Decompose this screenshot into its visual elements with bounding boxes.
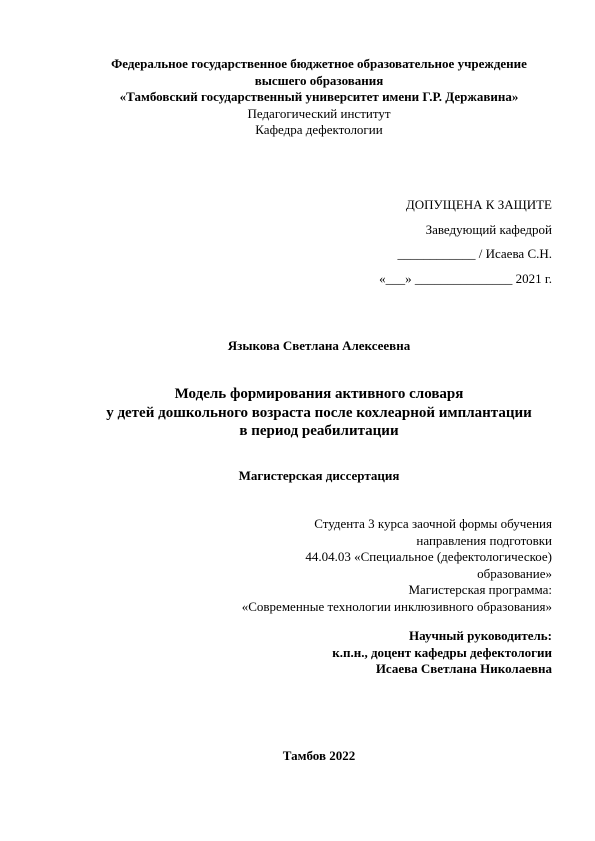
thesis-title (60, 385, 578, 441)
supervisor-position: к.п.н., доцент кафедры дефектологии (332, 644, 552, 660)
student-info (192, 516, 552, 615)
program-name: «Современные технологии инклюзивного образования» (241, 598, 552, 614)
approval-signature: ____________ / Исаева С.Н. (397, 246, 552, 261)
program-label: Магистерская программа: (408, 582, 552, 597)
supervisor-name: Исаева Светлана Николаевна (375, 661, 552, 676)
supervisor-info (192, 628, 552, 678)
approval-position: Заведующий кафедрой (425, 221, 552, 237)
university-name: «Тамбовский государственный университет имени Г.Р. Державина» (119, 89, 519, 104)
supervisor-label: Научный руководитель: (409, 628, 552, 643)
city-year: Тамбов 2022 (282, 748, 356, 763)
institute-name: Педагогический институт (247, 105, 391, 121)
institution-header (60, 56, 578, 139)
work-type: Магистерская диссертация (238, 468, 400, 483)
institution-type: Федеральное государственное бюджетное образовательное учреждение (111, 56, 527, 71)
approval-block (252, 193, 552, 291)
student-direction-code: 44.04.03 «Специальное (дефектологическое) (305, 549, 552, 564)
department-name: Кафедра дефектологии (255, 122, 383, 137)
approval-date: «___» _______________ 2021 г. (379, 270, 552, 286)
thesis-title-line-1: Модель формирования активного словаря (174, 386, 464, 402)
thesis-title-line-3: в период реабилитации (239, 423, 399, 439)
student-direction-name: образование» (477, 565, 552, 581)
thesis-title-line-2: у детей дошкольного возраста после кохлеарной имплантации (106, 404, 532, 421)
author-name: Языкова Светлана Алексеевна (227, 338, 411, 353)
student-course: Студента 3 курса заочной формы обучения (314, 516, 552, 531)
student-direction-label: направления подготовки (416, 532, 552, 548)
approval-title: ДОПУЩЕНА К ЗАЩИТЕ (405, 197, 552, 212)
education-level: высшего образования (254, 72, 384, 88)
